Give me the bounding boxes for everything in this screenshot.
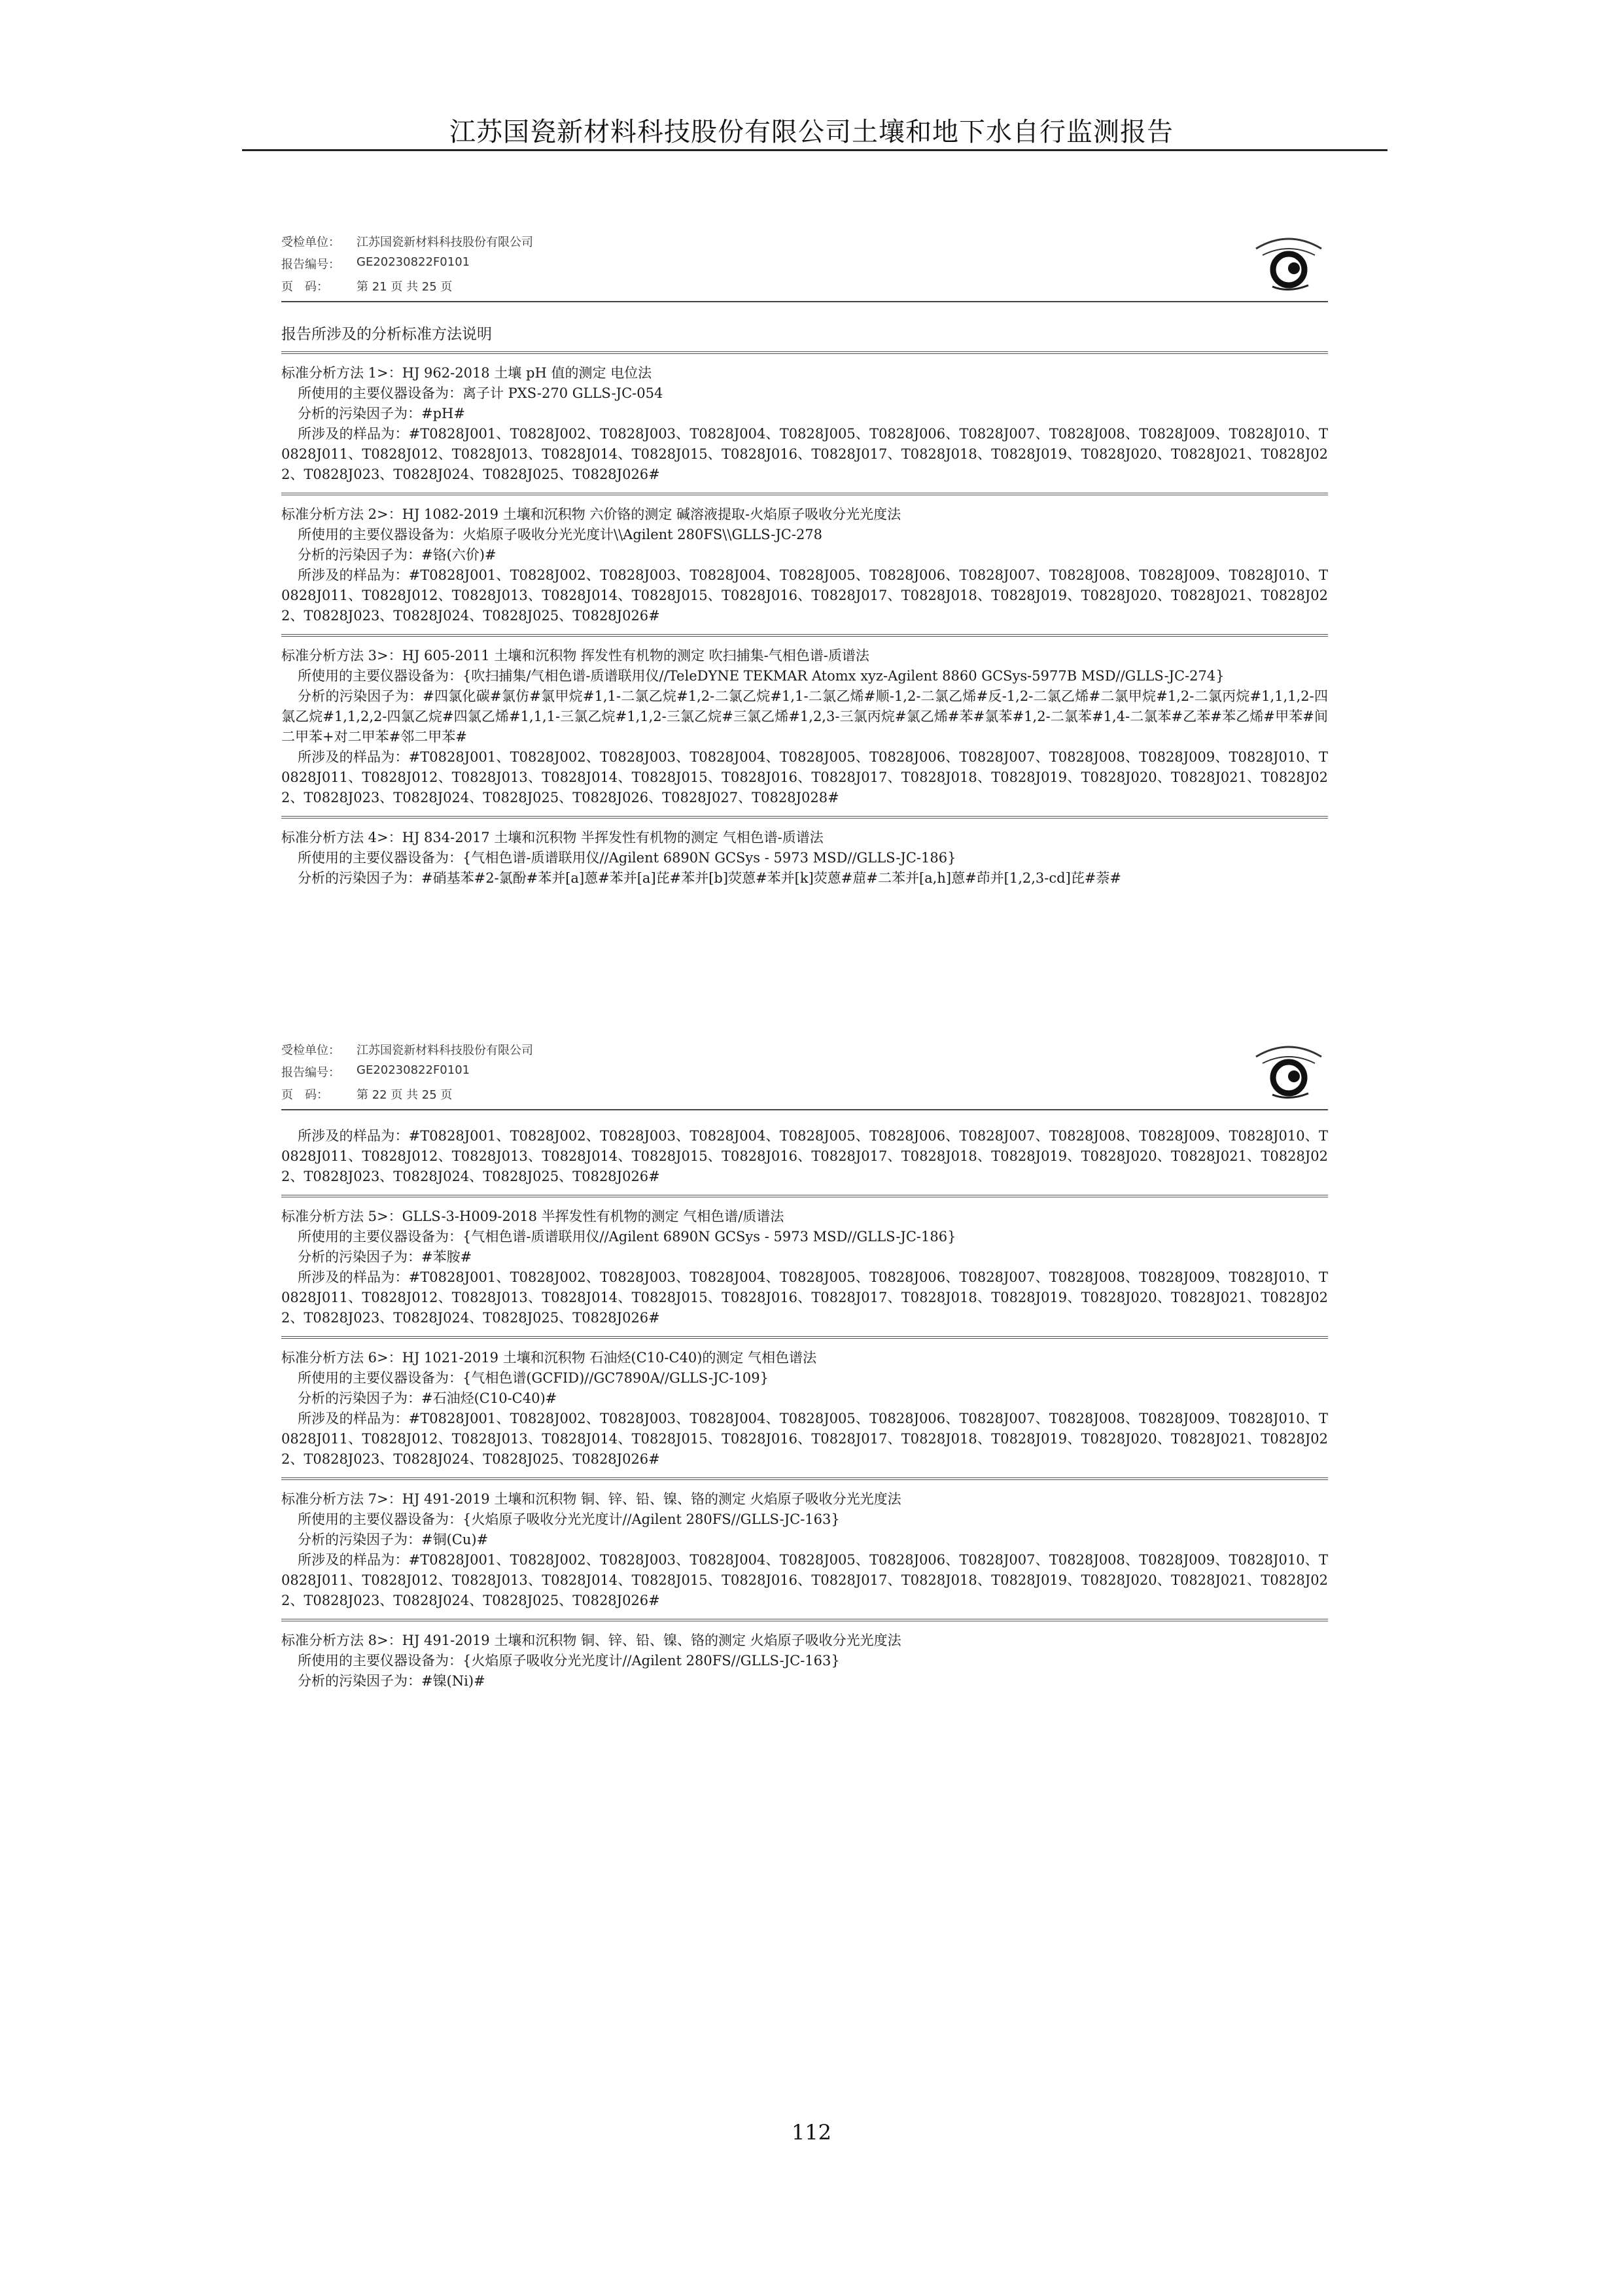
method-instrument: 所使用的主要仪器设备为：离子计 PXS-270 GLLS-JC-054 (298, 385, 663, 401)
method-7 (281, 1489, 1328, 1611)
method-title: 标准分析方法 3>：HJ 605-2011 土壤和沉积物 挥发性有机物的测定 吹扫捕集-气相色谱-质谱法 (281, 648, 869, 663)
method-title: 标准分析方法 7>：HJ 491-2019 土壤和沉积物 铜、锌、铅、镍、铬的测定 火焰原子吸收分光光度法 (281, 1491, 901, 1507)
report-page-21 (281, 229, 1328, 889)
document-title: 江苏国瓷新材料科技股份有限公司土壤和地下水自行监测报告 (449, 117, 1174, 147)
method-samples: 所涉及的样品为：#T0828J001、T0828J002、T0828J003、T0828J004、T0828J005、T0828J006、T0828J007、T0828J008、T0828J009、T0828J010、T0828J011、T0828J012、T0828J013、T0828J014、T0828J015、T0828J016、T0828J017、T0828J018、T0828J019、T0828J020、T0828J021、T0828J022、T0828J023、T0828J024、T0828J025、T0828J026# (281, 1411, 1328, 1467)
company-logo-icon (1243, 1037, 1335, 1103)
method-title: 标准分析方法 8>：HJ 491-2019 土壤和沉积物 铜、锌、铅、镍、铬的测定 火焰原子吸收分光光度法 (281, 1633, 901, 1648)
method-instrument: 所使用的主要仪器设备为：火焰原子吸收分光光度计\\Agilent 280FS\\GLLS-JC-278 (298, 527, 823, 542)
method-samples: 所涉及的样品为：#T0828J001、T0828J002、T0828J003、T0828J004、T0828J005、T0828J006、T0828J007、T0828J008、T0828J009、T0828J010、T0828J011、T0828J012、T0828J013、T0828J014、T0828J015、T0828J016、T0828J017、T0828J018、T0828J019、T0828J020、T0828J021、T0828J022、T0828J023、T0828J024、T0828J025、T0828J026# (281, 1552, 1328, 1608)
method-factors: 分析的污染因子为：#硝基苯#2-氯酚#苯并[a]蒽#苯并[a]芘#苯并[b]荧蒽#苯并[k]荧蒽#䓛#二苯并[a,h]蒽#茚并[1,2,3-cd]芘#萘# (298, 870, 1121, 886)
method-5 (281, 1207, 1328, 1328)
meta-report-no: 报告编号： GE20230822F0101 (281, 255, 470, 272)
method-instrument: 所使用的主要仪器设备为：{气相色谱-质谱联用仪//Agilent 6890N GCSys - 5973 MSD//GLLS-JC-186} (298, 1229, 956, 1245)
page-number: 112 (791, 2120, 832, 2145)
method-instrument: 所使用的主要仪器设备为：{火焰原子吸收分光光度计//Agilent 280FS//GLLS-JC-163} (298, 1653, 840, 1669)
method-instrument: 所使用的主要仪器设备为：{气相色谱(GCFID)//GC7890A//GLLS-JC-109} (298, 1370, 769, 1386)
method-samples: 所涉及的样品为：#T0828J001、T0828J002、T0828J003、T0828J004、T0828J005、T0828J006、T0828J007、T0828J008、T0828J009、T0828J010、T0828J011、T0828J012、T0828J013、T0828J014、T0828J015、T0828J016、T0828J017、T0828J018、T0828J019、T0828J020、T0828J021、T0828J022、T0828J023、T0828J024、T0828J025、T0828J026# (281, 1269, 1328, 1326)
method-samples: 所涉及的样品为：#T0828J001、T0828J002、T0828J003、T0828J004、T0828J005、T0828J006、T0828J007、T0828J008、T0828J009、T0828J010、T0828J011、T0828J012、T0828J013、T0828J014、T0828J015、T0828J016、T0828J017、T0828J018、T0828J019、T0828J020、T0828J021、T0828J022、T0828J023、T0828J024、T0828J025、T0828J026# (281, 567, 1328, 624)
meta-page: 页 码： 第 21 页 共 25 页 (281, 280, 453, 294)
divider (281, 493, 1328, 495)
method-factors: 分析的污染因子为：#石油烃(C10-C40)# (298, 1390, 557, 1406)
report-page-22 (281, 1037, 1328, 1691)
method-factors: 分析的污染因子为：#铬(六价)# (298, 547, 497, 563)
meta-unit: 受检单位： 江苏国瓷新材料科技股份有限公司 (281, 1044, 533, 1057)
divider (281, 1619, 1328, 1621)
method-factors: 分析的污染因子为：#铜(Cu)# (298, 1532, 489, 1547)
method-factors: 分析的污染因子为：#镍(Ni)# (298, 1673, 485, 1689)
method-samples: 所涉及的样品为：#T0828J001、T0828J002、T0828J003、T0828J004、T0828J005、T0828J006、T0828J007、T0828J008、T0828J009、T0828J010、T0828J011、T0828J012、T0828J013、T0828J014、T0828J015、T0828J016、T0828J017、T0828J018、T0828J019、T0828J020、T0828J021、T0828J022、T0828J023、T0828J024、T0828J025、T0828J026# (281, 1128, 1328, 1184)
method-instrument: 所使用的主要仪器设备为：{吹扫捕集/气相色谱-质谱联用仪//TeleDYNE TEKMAR Atomx xyz-Agilent 8860 GCSys-5977B MSD//GLLS-JC-274} (298, 668, 1225, 684)
method-factors: 分析的污染因子为：#pH# (298, 406, 465, 421)
method-factors: 分析的污染因子为：#苯胺# (298, 1249, 472, 1265)
method-title: 标准分析方法 4>：HJ 834-2017 土壤和沉积物 半挥发性有机物的测定 气相色谱-质谱法 (281, 830, 824, 845)
header-rule (281, 301, 1328, 302)
method-4-continued (281, 1126, 1328, 1187)
method-factors: 分析的污染因子为：#四氯化碳#氯仿#氯甲烷#1,1-二氯乙烷#1,2-二氯乙烷#1,1-二氯乙烯#顺-1,2-二氯乙烯#反-1,2-二氯乙烯#二氯甲烷#1,2-二氯丙烷#1,1,1,2-四氯乙烷#1,1,2,2-四氯乙烷#四氯乙烯#1,1,1-三氯乙烷#1,1,2-三氯乙烷#三氯乙烯#1,2,3-三氯丙烷#氯乙烯#苯#氯苯#1,2-二氯苯#1,4-二氯苯#乙苯#苯乙烯#甲苯#间二甲苯+对二甲苯#邻二甲苯# (281, 688, 1328, 745)
method-title: 标准分析方法 5>：GLLS-3-H009-2018 半挥发性有机物的测定 气相色谱/质谱法 (281, 1209, 784, 1224)
header-rule (281, 1109, 1328, 1110)
method-8 (281, 1631, 1328, 1691)
divider (281, 1195, 1328, 1197)
method-samples: 所涉及的样品为：#T0828J001、T0828J002、T0828J003、T0828J004、T0828J005、T0828J006、T0828J007、T0828J008、T0828J009、T0828J010、T0828J011、T0828J012、T0828J013、T0828J014、T0828J015、T0828J016、T0828J017、T0828J018、T0828J019、T0828J020、T0828J021、T0828J022、T0828J023、T0828J024、T0828J025、T0828J026# (281, 426, 1328, 482)
method-title: 标准分析方法 6>：HJ 1021-2019 土壤和沉积物 石油烃(C10-C40)的测定 气相色谱法 (281, 1350, 817, 1366)
method-samples: 所涉及的样品为：#T0828J001、T0828J002、T0828J003、T0828J004、T0828J005、T0828J006、T0828J007、T0828J008、T0828J009、T0828J010、T0828J011、T0828J012、T0828J013、T0828J014、T0828J015、T0828J016、T0828J017、T0828J018、T0828J019、T0828J020、T0828J021、T0828J022、T0828J023、T0828J024、T0828J025、T0828J026、T0828J027、T0828J028# (281, 749, 1328, 805)
section-rule (281, 351, 1328, 354)
title-rule (242, 149, 1387, 151)
method-instrument: 所使用的主要仪器设备为：{火焰原子吸收分光光度计//Agilent 280FS//GLLS-JC-163} (298, 1511, 840, 1527)
meta-page: 页 码： 第 22 页 共 25 页 (281, 1088, 453, 1102)
divider (281, 634, 1328, 637)
meta-report-no: 报告编号： GE20230822F0101 (281, 1063, 470, 1080)
page-header (281, 229, 1328, 301)
method-3 (281, 646, 1328, 808)
section-title: 报告所涉及的分析标准方法说明 (281, 326, 492, 343)
method-2 (281, 504, 1328, 626)
method-4 (281, 828, 1328, 889)
method-title: 标准分析方法 2>：HJ 1082-2019 土壤和沉积物 六价铬的测定 碱溶液提取-火焰原子吸收分光光度法 (281, 506, 901, 522)
divider (281, 1336, 1328, 1339)
method-6 (281, 1348, 1328, 1470)
method-instrument: 所使用的主要仪器设备为：{气相色谱-质谱联用仪//Agilent 6890N GCSys - 5973 MSD//GLLS-JC-186} (298, 850, 956, 866)
meta-unit: 受检单位： 江苏国瓷新材料科技股份有限公司 (281, 236, 533, 249)
method-title: 标准分析方法 1>：HJ 962-2018 土壤 pH 值的测定 电位法 (281, 365, 652, 381)
method-1 (281, 363, 1328, 485)
divider (281, 1477, 1328, 1480)
company-logo-icon (1243, 229, 1335, 294)
page-header (281, 1037, 1328, 1109)
divider (281, 816, 1328, 819)
